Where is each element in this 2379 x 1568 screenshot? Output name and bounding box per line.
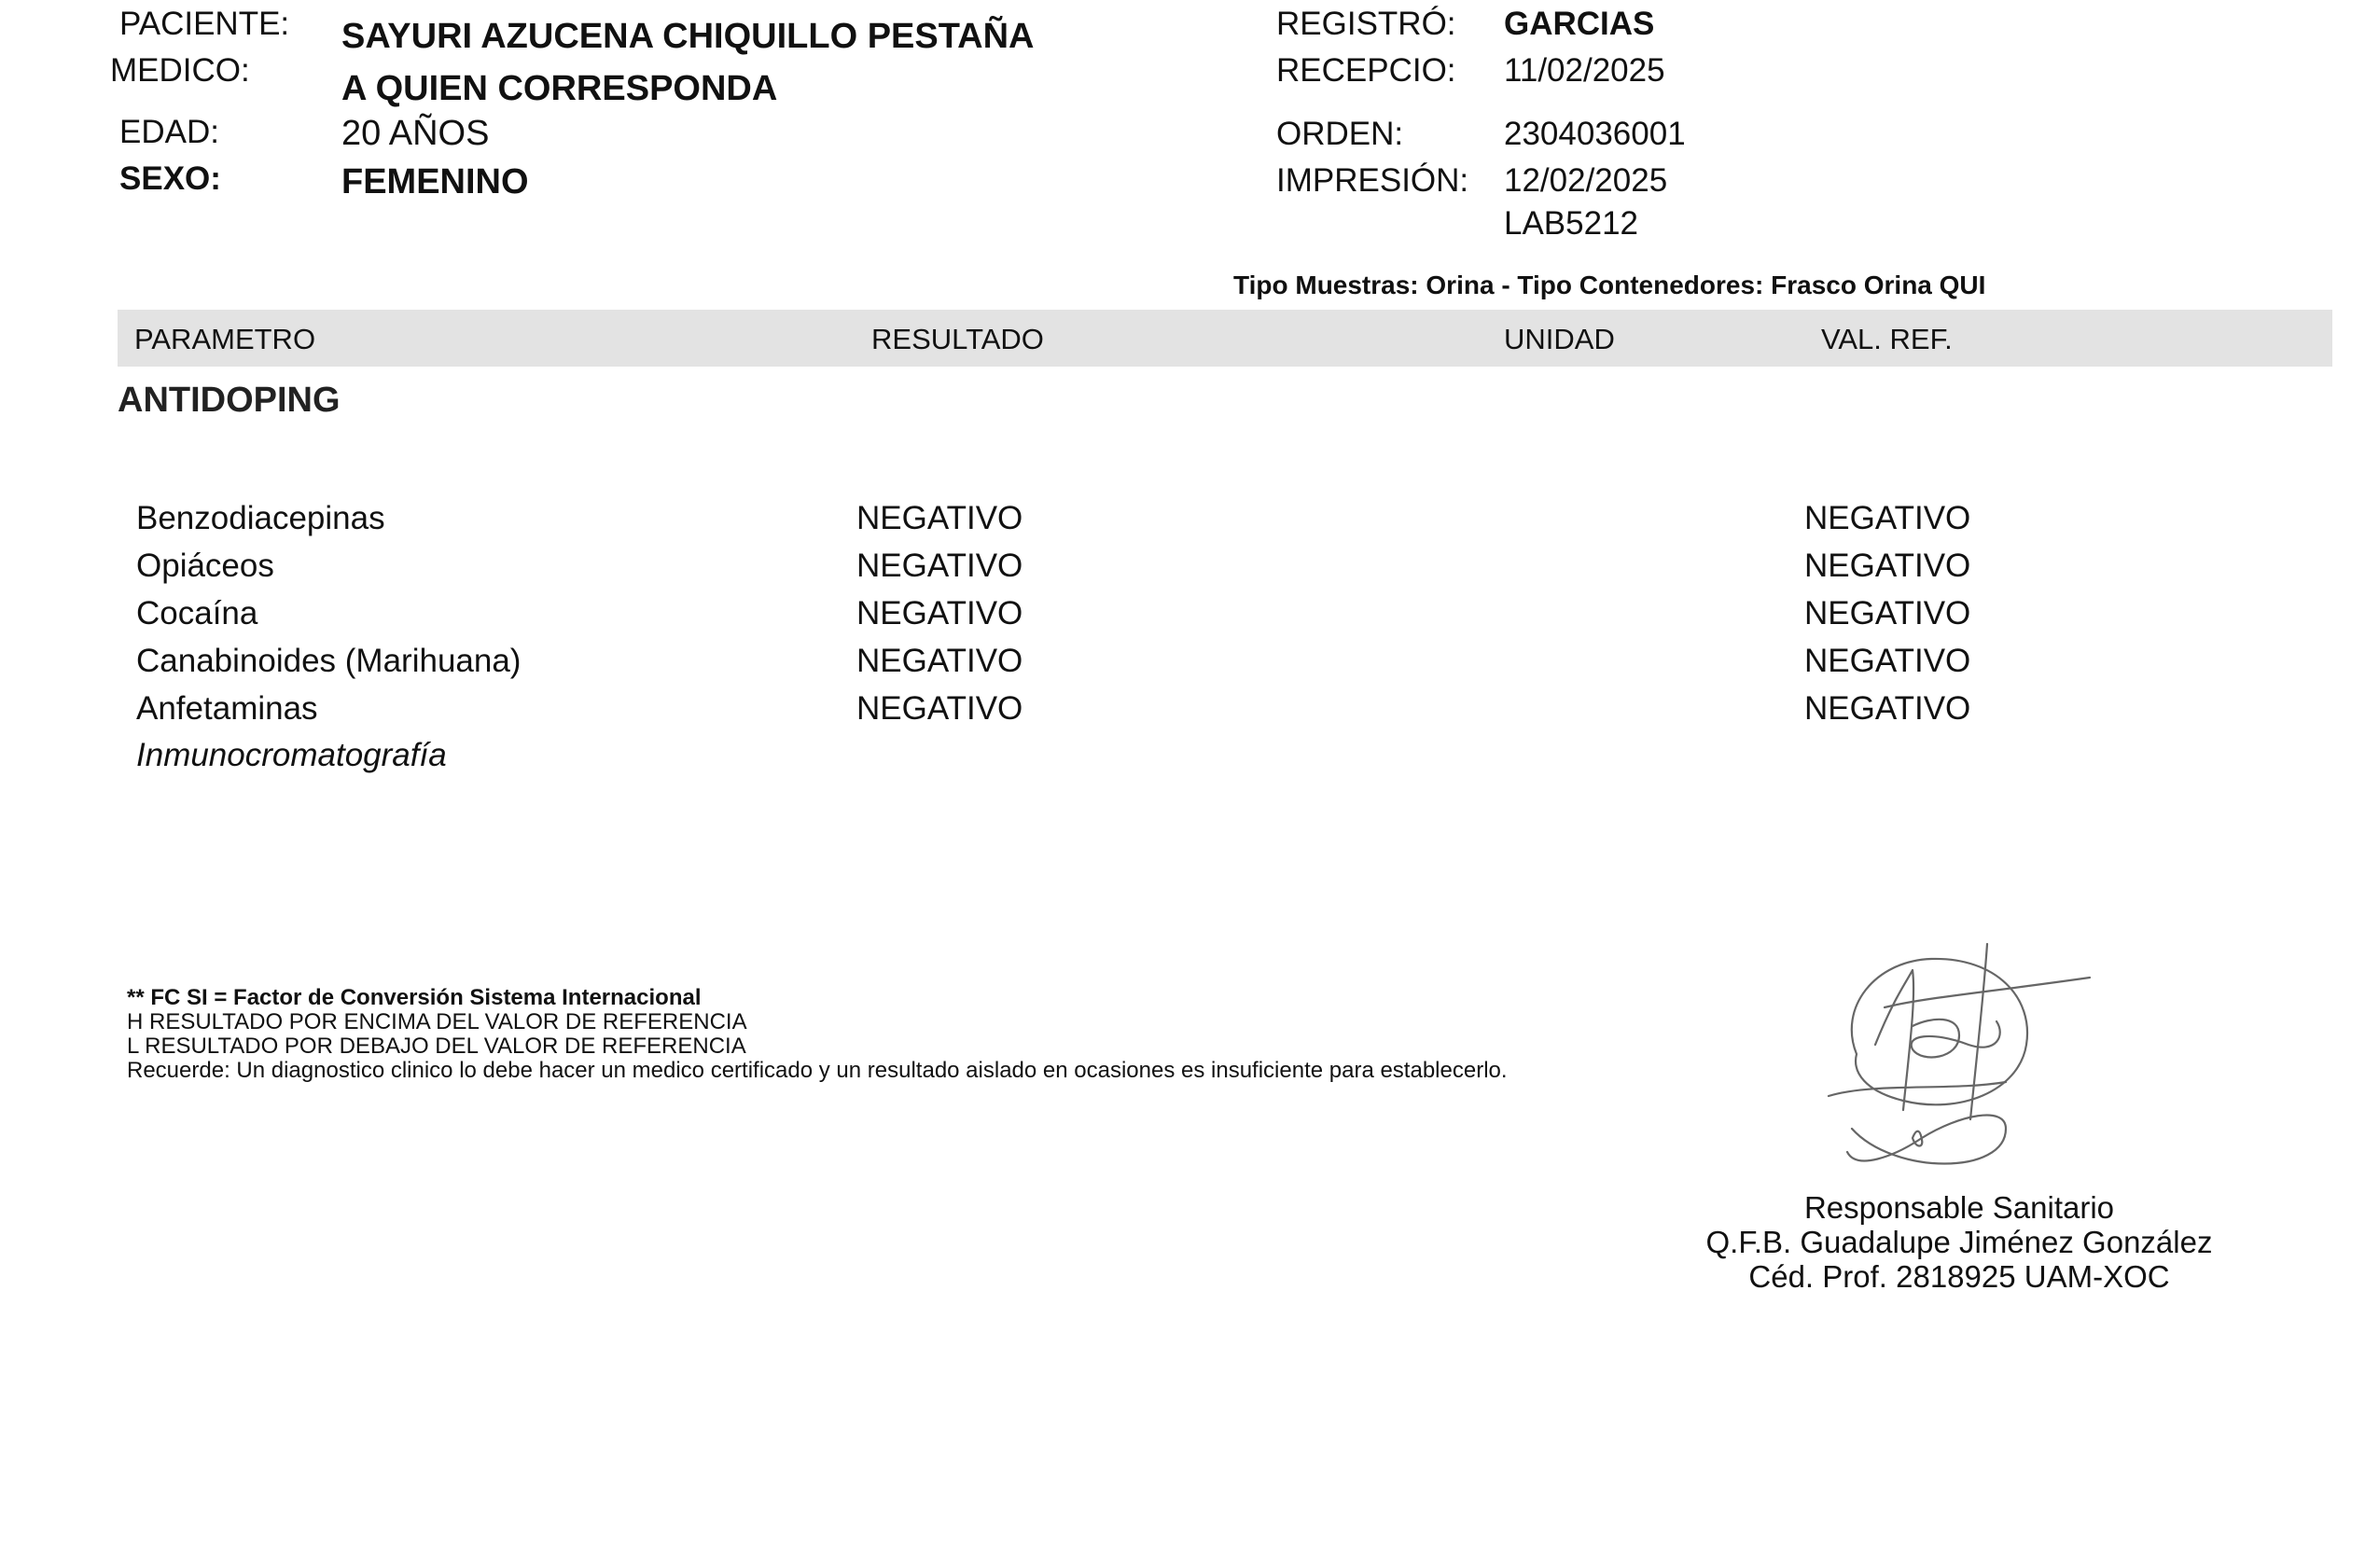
row-val-ref: NEGATIVO (1804, 548, 1971, 584)
signature-image (1819, 942, 2099, 1175)
sexo-label: SEXO: (119, 160, 221, 197)
row-resultado: NEGATIVO (856, 595, 1023, 631)
recepcio-label: RECEPCIO: (1276, 52, 1456, 89)
paciente-label: PACIENTE: (119, 6, 290, 42)
header-parametro: PARAMETRO (134, 323, 316, 355)
row-val-ref: NEGATIVO (1804, 595, 1971, 631)
edad-value: 20 AÑOS (341, 114, 490, 153)
row-parametro: Anfetaminas (136, 690, 318, 727)
table-header (118, 310, 2332, 367)
row-val-ref: NEGATIVO (1804, 643, 1971, 679)
header-unidad: UNIDAD (1504, 323, 1615, 355)
row-val-ref: NEGATIVO (1804, 500, 1971, 536)
registro-value: GARCIAS (1504, 6, 1655, 42)
header-resultado: RESULTADO (871, 323, 1044, 355)
orden-value: 2304036001 (1504, 116, 1686, 152)
footnote-reminder: Recuerde: Un diagnostico clinico lo debe hacer un medico certificado y un resultado aislado en ocasiones es insuficiente para establecerlo. (127, 1058, 1508, 1083)
row-parametro: Cocaína (136, 595, 258, 631)
signature-title: Responsable Sanitario (1803, 1190, 2115, 1225)
impresion-value: 12/02/2025 (1504, 162, 1668, 199)
registro-label: REGISTRÓ: (1276, 6, 1456, 42)
row-parametro: Benzodiacepinas (136, 500, 385, 536)
section-title: ANTIDOPING (118, 381, 341, 420)
method-note: Inmunocromatografía (136, 737, 447, 773)
footnote-h: H RESULTADO POR ENCIMA DEL VALOR DE REFERENCIA (127, 1009, 747, 1034)
medico-value: A QUIEN CORRESPONDA (341, 69, 778, 108)
edad-label: EDAD: (119, 114, 219, 150)
row-resultado: NEGATIVO (856, 643, 1023, 679)
sexo-value: FEMENINO (341, 162, 529, 201)
row-parametro: Opiáceos (136, 548, 274, 584)
footnote-l: L RESULTADO POR DEBAJO DEL VALOR DE REFERENCIA (127, 1034, 746, 1059)
paciente-value: SAYURI AZUCENA CHIQUILLO PESTAÑA (341, 17, 1035, 56)
signature-license: Céd. Prof. 2818925 UAM-XOC (1748, 1259, 2170, 1294)
header-val-ref: VAL. REF. (1821, 323, 1953, 355)
row-resultado: NEGATIVO (856, 500, 1023, 536)
row-resultado: NEGATIVO (856, 690, 1023, 727)
lab-code: LAB5212 (1504, 205, 1639, 242)
impresion-label: IMPRESIÓN: (1276, 162, 1469, 199)
footnote-fc-si: ** FC SI = Factor de Conversión Sistema Internacional (127, 985, 702, 1010)
row-resultado: NEGATIVO (856, 548, 1023, 584)
recepcio-value: 11/02/2025 (1504, 52, 1665, 89)
row-parametro: Canabinoides (Marihuana) (136, 643, 522, 679)
signature-name: Q.F.B. Guadalupe Jiménez González (1705, 1225, 2213, 1259)
medico-label: MEDICO: (110, 52, 250, 89)
orden-label: ORDEN: (1276, 116, 1404, 152)
sample-info: Tipo Muestras: Orina - Tipo Contenedores: Frasco Orina QUI (1233, 271, 1986, 299)
row-val-ref: NEGATIVO (1804, 690, 1971, 727)
